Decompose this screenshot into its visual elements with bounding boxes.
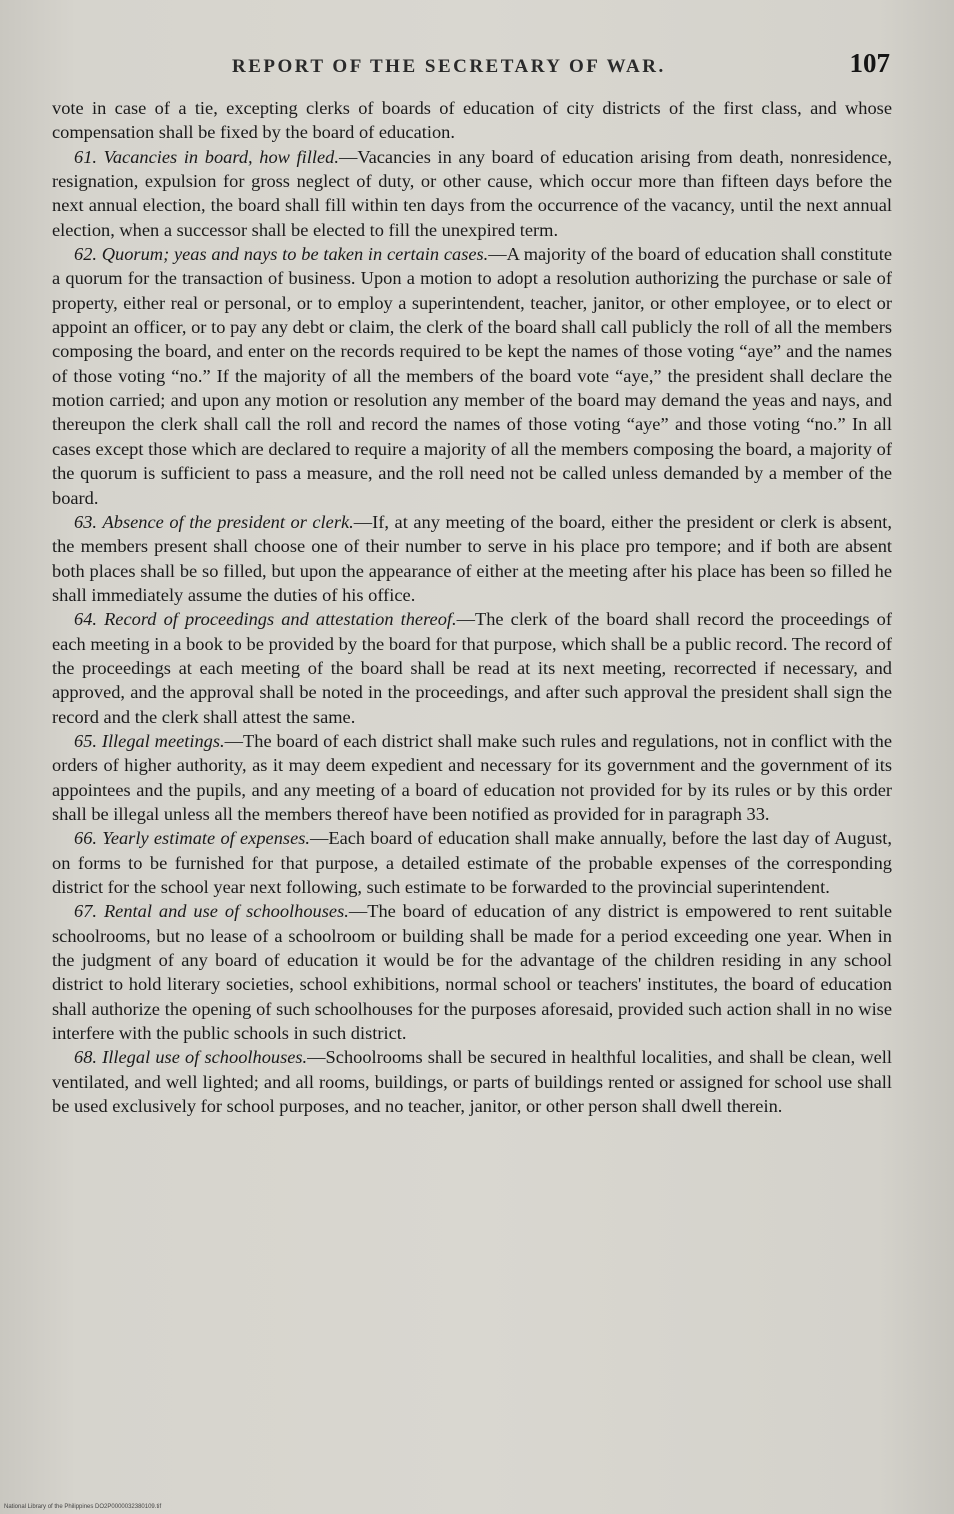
paragraph-number: 65.: [74, 730, 97, 751]
paragraph-title: Illegal meetings.: [101, 730, 225, 751]
body-text: [52, 96, 892, 1118]
paragraph-number: 68.: [74, 1047, 97, 1068]
paragraph-number: 64.: [74, 609, 97, 630]
paragraph-title: Illegal use of schoolhouses.: [102, 1047, 308, 1068]
paragraph-65: [52, 729, 892, 826]
paragraph-67: [52, 899, 892, 1045]
page-header: [52, 48, 892, 88]
paragraph-title: Vacancies in board, how filled.: [103, 146, 339, 167]
paragraph-number: 67.: [74, 901, 97, 922]
paragraph-62: [52, 242, 892, 510]
paragraph-68: [52, 1045, 892, 1118]
paragraph-text: vote in case of a tie, excepting clerks of boards of education of city districts of the first class, and whose compensation shall be fixed by the board of education.: [52, 98, 892, 143]
paragraph-title: Yearly estimate of expenses.: [102, 828, 310, 849]
running-head: REPORT OF THE SECRETARY OF WAR.: [232, 56, 666, 77]
paragraph-66: [52, 826, 892, 899]
paragraph-61: [52, 145, 892, 242]
paragraph-text: —The board of education of any district is empowered to rent suitable schoolrooms, but no lease of a schoolroom or building shall be made for a period exceeding one year. When in the judgment of any board of education it would be for the advantage of the children residing in any school district to hold literary societies, school exhibitions, normal school or teachers' institutes, the board of education shall authorize the opening of such schoolhouses for the purposes aforesaid, provided such action shall in no wise interfere with the public schools in such district.: [52, 901, 892, 1044]
paragraph-64: [52, 607, 892, 729]
paragraph-text: —Vacancies in any board of education arising from death, nonresidence, resignation, expulsion for gross neglect of duty, or other cause, which occur more than fifteen days before the next annual election, the board shall fill within ten days from the occurrence of the vacancy, until the next annual election, when a successor shall be elected to fill the unexpired term.: [52, 146, 892, 240]
paragraph-number: 66.: [74, 828, 97, 849]
paragraph-63: [52, 510, 892, 607]
paragraph-title: Rental and use of schoolhouses.: [103, 901, 349, 922]
paragraph-number: 61.: [74, 146, 97, 167]
paragraph-number: 62.: [74, 244, 97, 265]
paragraph-text: —Each board of education shall make annually, before the last day of August, on forms to be furnished for that purpose, a detailed estimate of the probable expenses of the corresponding district for the school year next following, such estimate to be forwarded to the provincial superintendent.: [52, 828, 892, 897]
paragraph-text: —If, at any meeting of the board, either the president or clerk is absent, the members present shall choose one of their number to serve in his place pro tempore; and if both are absent both places shall be so filled, but upon the appearance of either at the meeting after his place has been so filled he shall immediately assume the duties of his office.: [52, 511, 892, 605]
paragraph-text: —A majority of the board of education shall constitute a quorum for the transaction of business. Upon a motion to adopt a resolution authorizing the purchase or sale of property, either real or personal, or to employ a superintendent, teacher, janitor, or other employee, or to elect or appoint an officer, or to pay any debt or claim, the clerk of the board shall call publicly the roll of all the members composing the board, and enter on the records required to be kept the names of those voting “aye” and the names of those voting “no.” If the majority of all the members of the board vote “aye,” the president shall declare the motion carried; and upon any motion or resolution any member of the board may demand the yeas and nays, and thereupon the clerk shall call the roll and record the names of those voting “aye” and those voting “no.” In all cases except those which are declared to require a majority of all the members composing the board, a majority of the quorum is sufficient to pass a measure, and the roll need not be called unless demanded by a member of the board.: [52, 244, 892, 508]
paragraph-text: —The board of each district shall make such rules and regulations, not in conflict with the orders of higher authority, as it may deem expedient and necessary for its government and the government of its appointees and the pupils, and any meeting of a board of education not provided for by its rules or by this order shall be illegal unless all the members thereof have been notified as provided for in paragraph 33.: [52, 730, 892, 824]
paragraph-text: —Schoolrooms shall be secured in healthful localities, and shall be clean, well ventilated, and well lighted; and all rooms, buildings, or parts of buildings rented or assigned for school use shall be used exclusively for school purposes, and no teacher, janitor, or other person shall dwell therein.: [52, 1047, 892, 1117]
page-number: 107: [849, 48, 890, 78]
paragraph-title: Absence of the president or clerk.: [102, 511, 354, 532]
paragraph-number: 63.: [74, 511, 97, 532]
paragraph-text: —The clerk of the board shall record the proceedings of each meeting in a book to be provided by the board for that purpose, which shall be a public record. The record of the proceedings at each meeting of the board shall be read at its next meeting, recorrected if necessary, and approved, and the approval shall be noted in the proceedings, and after such approval the president shall sign the record and the clerk shall attest the same.: [52, 609, 892, 727]
paragraph-title: Quorum; yeas and nays to be taken in certain cases.: [101, 244, 489, 265]
scan-footer: National Library of the Philippines DO2P0000032380109.tif: [4, 1504, 162, 1510]
paragraph-title: Record of proceedings and attestation thereof.: [104, 609, 457, 630]
paragraph-continued: [52, 96, 892, 145]
